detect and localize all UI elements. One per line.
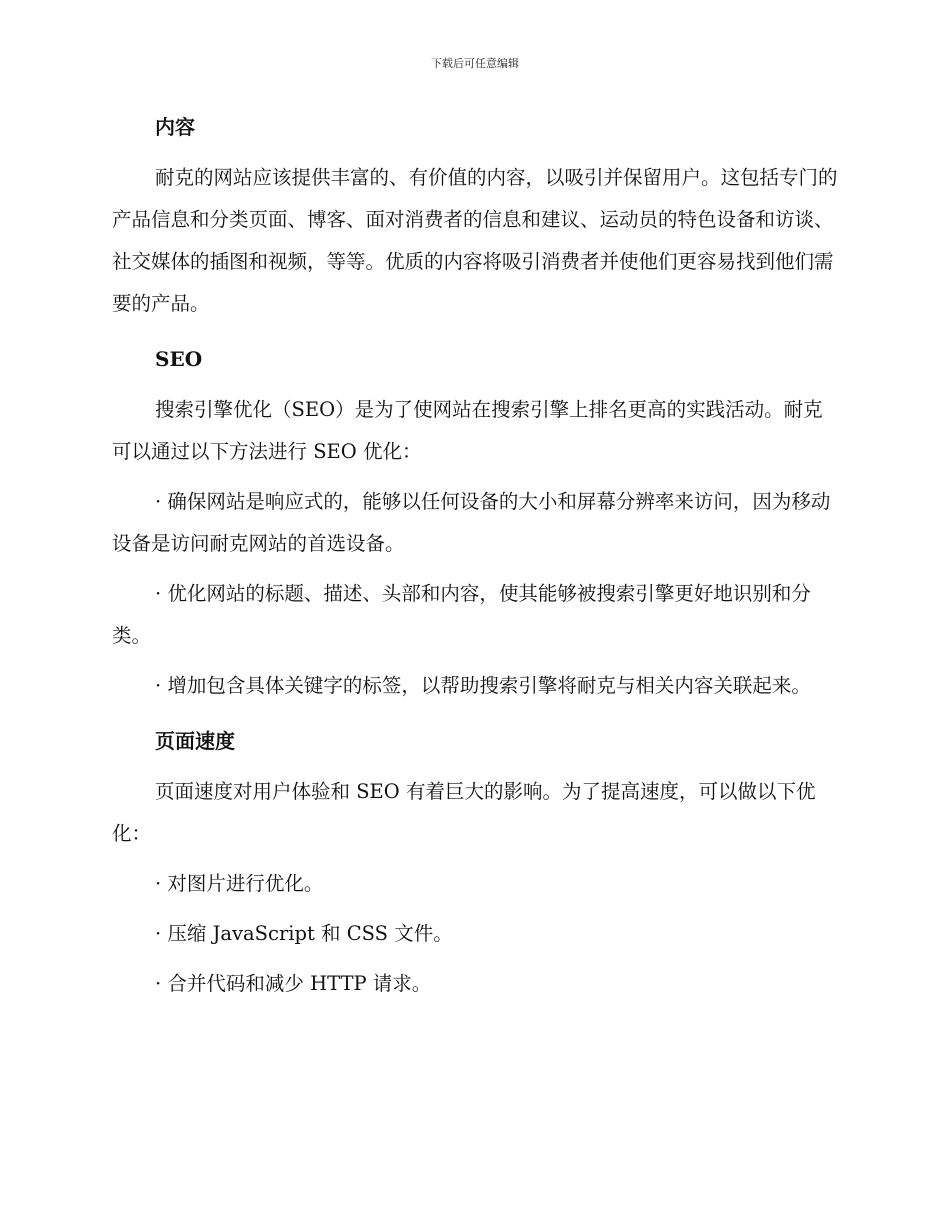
section-heading-content: 内容 — [155, 115, 195, 139]
page-speed-bullet-compress: · 压缩 JavaScript 和 CSS 文件。 — [155, 922, 453, 945]
header-note: 下载后可任意编辑 — [431, 57, 519, 70]
seo-bullet-keywords: · 增加包含具体关键字的标签，以帮助搜索引擎将耐克与相关内容关联起来。 — [155, 674, 811, 697]
page-speed-intro-paragraph: 页面速度对用户体验和 SEO 有着巨大的影响。为了提高速度，可以做以下优化： — [112, 780, 816, 845]
content-paragraph: 耐克的网站应该提供丰富的、有价值的内容，以吸引并保留用户。这包括专门的产品信息和分类页面、博客、面对消费者的信息和建议、运动员的特色设备和访谈、社交媒体的插图和视频，等等。优质的内容将吸引消费者并使他们更容易找到他们需要的产品。 — [112, 166, 838, 315]
seo-bullet-metadata: · 优化网站的标题、描述、头部和内容，使其能够被搜索引擎更好地识别和分类。 — [112, 582, 811, 647]
document-body — [112, 105, 840, 1005]
section-heading-page-speed: 页面速度 — [155, 729, 235, 753]
seo-intro-paragraph: 搜索引擎优化（SEO）是为了使网站在搜索引擎上排名更高的实践活动。耐克可以通过以下方法进行 SEO 优化： — [112, 398, 823, 463]
section-heading-seo: SEO — [155, 347, 203, 371]
page-speed-bullet-requests: · 合并代码和减少 HTTP 请求。 — [155, 972, 432, 995]
seo-bullet-responsive: · 确保网站是响应式的，能够以任何设备的大小和屏幕分辨率来访问，因为移动设备是访问耐克网站的首选设备。 — [112, 490, 831, 555]
page-speed-bullet-images: · 对图片进行优化。 — [155, 872, 324, 895]
